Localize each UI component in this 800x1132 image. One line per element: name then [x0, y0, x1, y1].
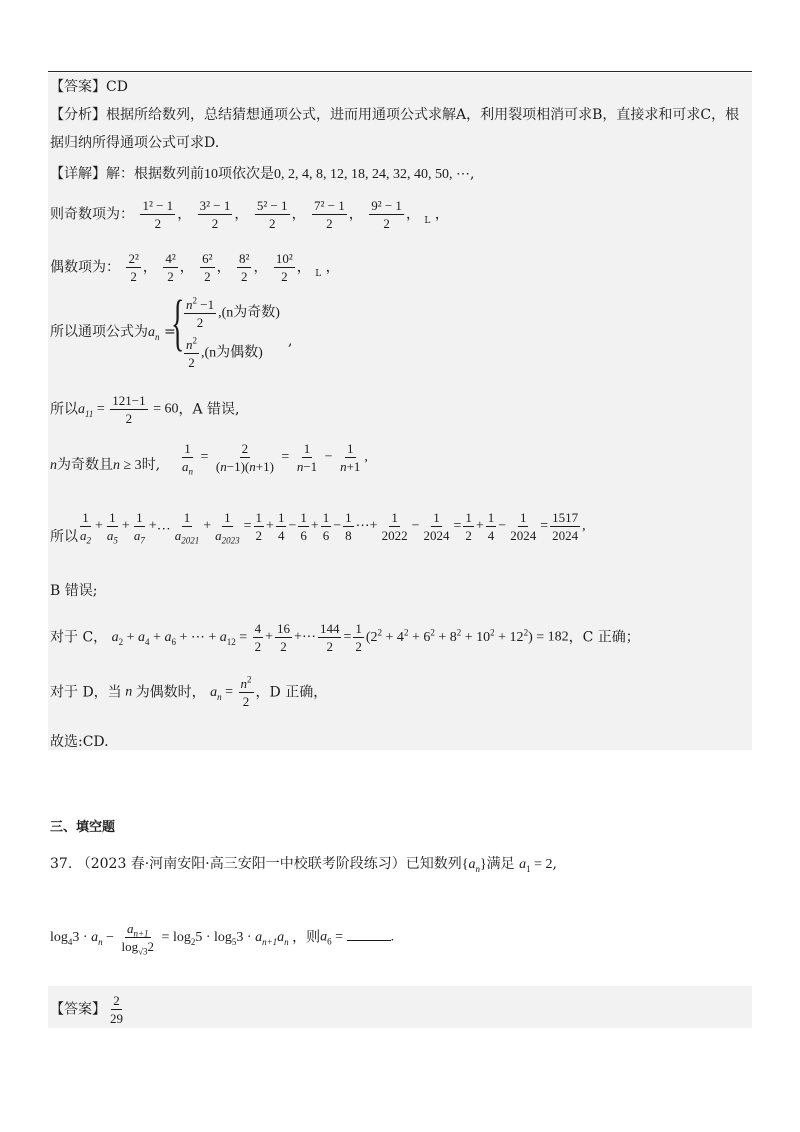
a11-value: 60 [164, 401, 179, 417]
ellipsis-mark: L [315, 268, 322, 279]
answer-panel [48, 986, 752, 1028]
question-37-line-1: 37. （2023 春·河南安阳·高三安阳一中校联考阶段练习）已知数列$\{a_n\}$满足 $a_1 = 2$, [50, 856, 557, 874]
sum-formula: $\frac{1}{a_2}$ + $\frac{1}{a_5}$ + $\frac{1}{a_7}$ +… $\frac{1}{a_{2021}}$ + $\frac{1}{a_{2023}}$ = $\frac{1}{2}$ + $\frac{1}{4}$ − $\frac{1}{6}$ + $\frac{1}{6}$ − $\frac{1}{8}$ ⋯+ $\frac{1}{2022}$ − $\frac{1}{2024}$ = $\frac{1}{2}$ + $\frac{1}{4}$ − $\frac{1}{2024}$ = $\frac{1517}{2024}$ , [80, 510, 586, 546]
answer-value: CD [106, 79, 128, 95]
piecewise-even-case: $\frac{n^2}{2}$ ,(n为偶数) [186, 335, 263, 370]
sum-result-numerator: 1517 [552, 510, 579, 525]
top-rule [48, 71, 752, 72]
odd-term-fraction: $\frac{\text{9² − 1}}{2}$ [371, 198, 402, 231]
a11-line: 所以$a_{11}$ = $\frac{121-1}{2}$ = 60，A 错误, [50, 393, 240, 426]
question-number: 37. [50, 856, 73, 872]
odd-term-fraction: $\frac{\text{7² − 1}}{2}$ [314, 198, 345, 231]
even-term-fraction: $\frac{\text{4²}}{2}$ [165, 251, 176, 284]
d-line: 对于 D，当 n 为偶数时， $a_n$ = $\frac{n^2}{2}$ ，D 正确， [50, 674, 328, 709]
ellipsis-mark: L [424, 215, 431, 226]
detail-label: 【详解】 [50, 166, 106, 182]
sequence-values: 0, 2, 4, 8, 12, 18, 24, 32, 40, 50, ⋯ [274, 167, 470, 182]
analysis-line-1 [50, 106, 739, 124]
analysis-line-2 [50, 134, 219, 152]
analysis-text-2: 据归纳所得通项公式可求D. [50, 135, 220, 151]
odd-case-label: (n为奇数) [221, 305, 280, 321]
a1-value: 2 [545, 857, 553, 872]
answer-2-line [50, 992, 127, 1027]
detail-line: 【详解】解：根据数列前10项依次是0, 2, 4, 8, 12, 18, 24, 32, 40, 50, ⋯, [50, 166, 475, 182]
detail-intro-2: 项依次是 [218, 166, 274, 182]
piecewise-odd-case: $\frac{n^2 -1}{2}$ ,(n为奇数) [186, 295, 280, 330]
answer-blank[interactable] [347, 926, 391, 941]
detail-ten: 10 [204, 167, 218, 182]
sum-result-denominator: 2024 [552, 528, 579, 543]
c-line: 对于 C， $a_2 + a_4 + a_6$ + ⋯ + $a_{12}$ = $\frac{4}{2}$ + $\frac{16}{2}$ +⋯ $\frac{144}{2}$ = $\frac{1}{2}$ $(2^2 + 4^2 + 6^2 + 8^2 + 10^2 + 12^2) = 182$，C 正确； [50, 621, 640, 654]
even-terms-line: 偶数项为： $\frac{\text{2²}}{2}$ ， $\frac{\text{4²}}{2}$ ， $\frac{\text{6²}}{2}$ ， $\frac{\text{8²}}{2}$ ， $\frac{\text{10²}}{2}$ ， L ， [50, 251, 340, 284]
question-source: （2023 春·河南安阳·高三安阳一中校联考阶段练习） [76, 856, 406, 872]
even-case-label: (n为偶数) [204, 345, 263, 361]
odd-term-fraction: $\frac{\text{5² − 1}}{2}$ [256, 198, 288, 231]
answer-line [50, 78, 128, 96]
condition-text: n为奇数且n ≥ 3时, [50, 457, 161, 473]
odd-terms-prefix: 则奇数项为： [50, 206, 134, 223]
even-term-fraction: $\frac{\text{10²}}{2}$ [275, 251, 293, 284]
even-term-fraction: $\frac{\text{6²}}{2}$ [202, 251, 213, 284]
analysis-text-1: 根据所给数列，总结猜想通项公式，进而用通项公式求解A，利用裂项相消可求B，直接求和可求C，根 [106, 107, 740, 123]
odd-terms-line: 则奇数项为： $\frac{\text{1² − 1}}{2}$ ， $\frac{\text{3² − 1}}{2}$ ， $\frac{\text{5² − 1}}{2}$ ， $\frac{\text{7² − 1}}{2}$ ， $\frac{\text{9² − 1}}{2}$ ， L ， [50, 198, 449, 231]
a11-fraction: $\frac{121-1}{2}$ [112, 393, 146, 426]
even-terms-prefix: 偶数项为： [50, 259, 120, 276]
section-heading: 三、填空题 [50, 820, 116, 835]
sum-prefix: 所以 [50, 529, 78, 545]
answer-label: 【答案】 [50, 1001, 106, 1018]
detail-intro: 解：根据数列前 [106, 166, 204, 182]
even-term-fraction: $\frac{\text{8²}}{2}$ [239, 251, 250, 284]
odd-term-fraction: $\frac{\text{3² − 1}}{2}$ [199, 198, 231, 231]
piecewise-brace: { [171, 289, 185, 357]
c-value: 182 [547, 629, 569, 645]
general-formula-prefix: 所以通项公式为$a_n$ = [50, 324, 176, 342]
analysis-label: 【分析】 [50, 107, 106, 123]
answer-fraction: $\frac{2}{29}$ [110, 993, 123, 1026]
question-37-line-2: $\log_43 \cdot a_n$ − $\frac{a_{n+1}}{\log_{√3}2}$ = $\log_25 \cdot \log_53 \cdot a_{n+1}a_n$ ，则$a_6$ = . [50, 921, 395, 957]
comma: , [288, 333, 293, 349]
partial-fraction-formula: $\frac{1}{a_n}$ = $\frac{2}{(n-1)(n+1)}$ = $\frac{1}{n-1}$ − $\frac{1}{n+1}$ , [182, 441, 368, 477]
even-term-fraction: $\frac{\text{2²}}{2}$ [128, 251, 139, 284]
answer-label: 【答案】 [50, 79, 106, 95]
choose-text: 故选:CD. [50, 734, 109, 750]
odd-term-fraction: $\frac{\text{1² − 1}}{2}$ [142, 198, 174, 231]
b-wrong-text: B 错误; [50, 583, 98, 599]
